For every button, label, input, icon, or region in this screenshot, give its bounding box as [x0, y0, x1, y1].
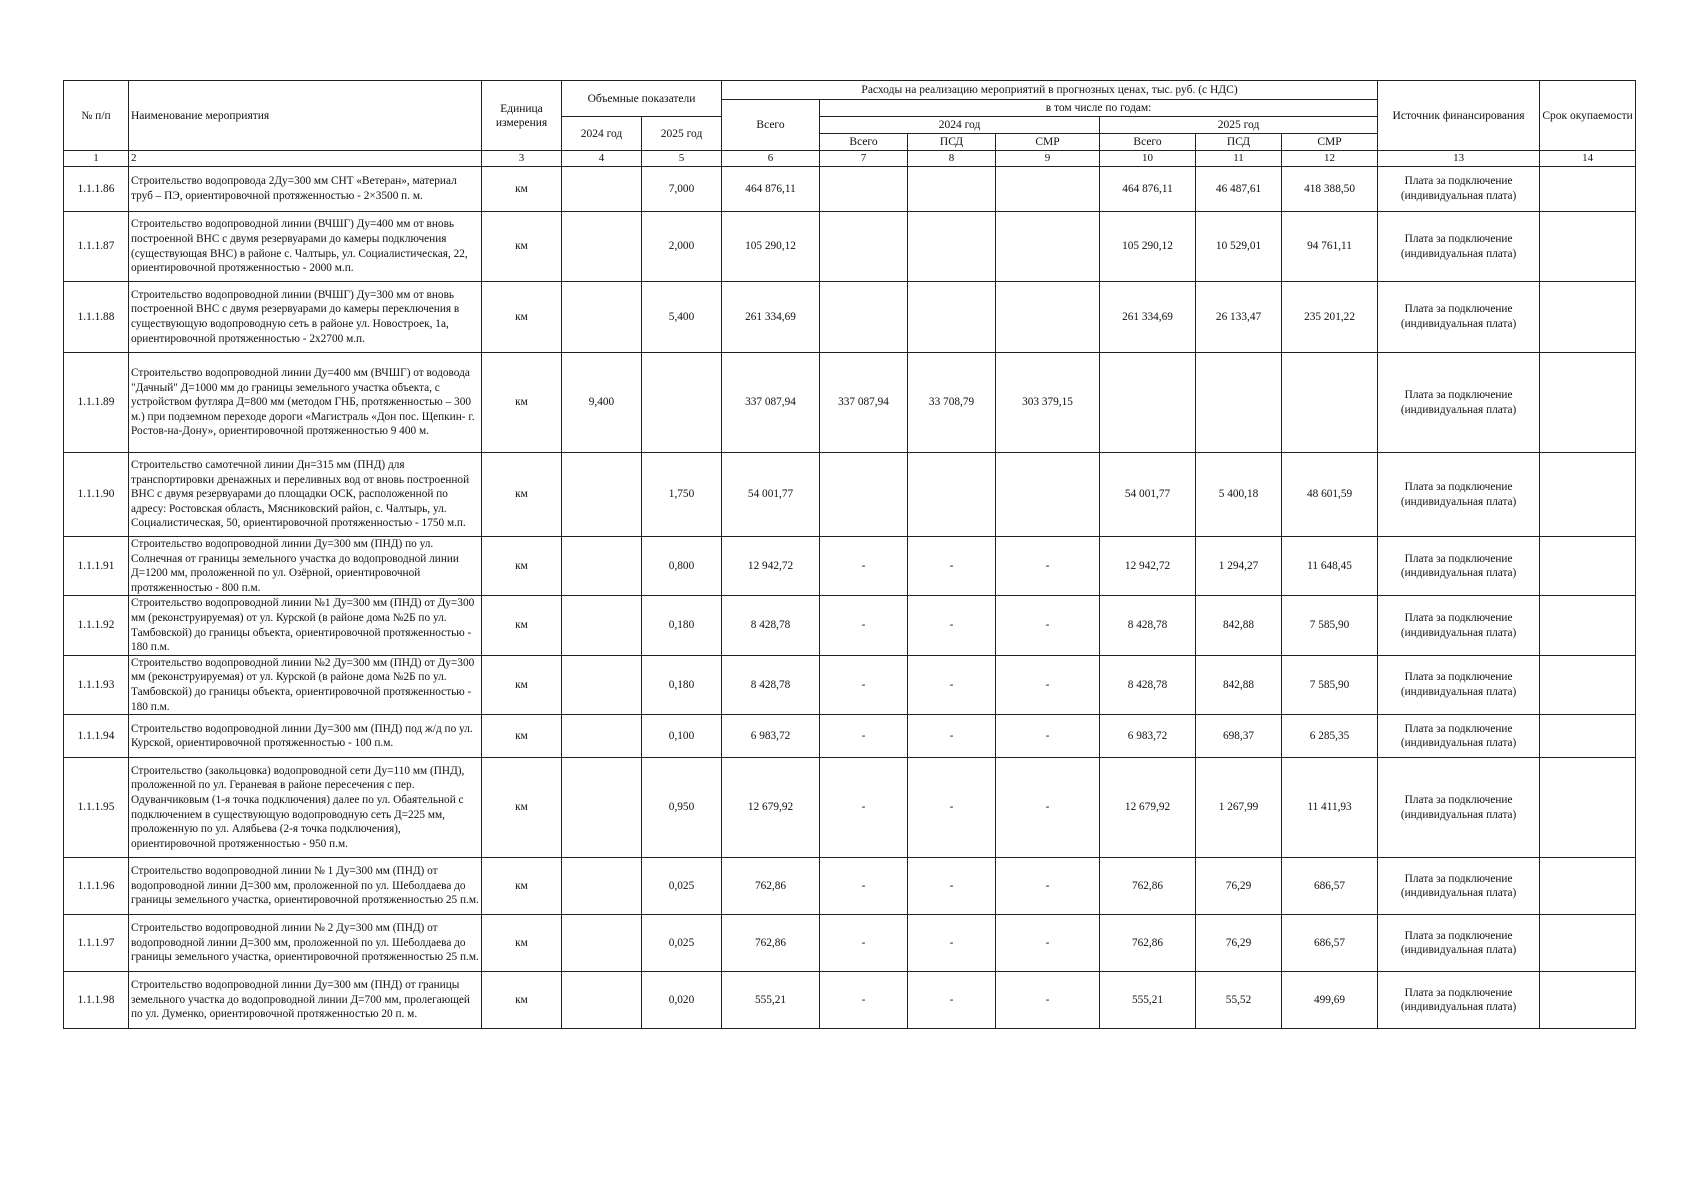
column-number: 10	[1100, 151, 1196, 167]
table-row	[64, 353, 1636, 453]
table-row	[64, 596, 1636, 655]
volume-2024	[562, 915, 642, 972]
cost-total: 54 001,77	[722, 453, 820, 537]
header-vol-2025: 2025 год	[642, 117, 722, 151]
cost-2024-psd: -	[908, 915, 996, 972]
unit: км	[482, 453, 562, 537]
payback-period	[1540, 858, 1636, 915]
cost-2024-smr: -	[996, 858, 1100, 915]
payback-period	[1540, 758, 1636, 858]
cost-2024-total	[820, 453, 908, 537]
cost-2024-smr: -	[996, 915, 1100, 972]
volume-2024	[562, 972, 642, 1029]
cost-2025-psd: 55,52	[1196, 972, 1282, 1029]
table-header	[64, 81, 1636, 151]
volume-2025: 0,025	[642, 915, 722, 972]
cost-2024-total: -	[820, 915, 908, 972]
cost-total: 105 290,12	[722, 212, 820, 282]
column-number: 1	[64, 151, 129, 167]
measure-name: Строительство водопроводной линии (ВЧШГ) Ду=300 мм от вновь построенной ВНС с двумя резервуарами до камеры переключения в существующую водопроводную сеть в районе ул. Новостроек, 1а, ориентировочной протяженностью - 2х2700 м.п.	[129, 282, 482, 353]
volume-2024	[562, 758, 642, 858]
table-row	[64, 915, 1636, 972]
volume-2025: 0,100	[642, 715, 722, 758]
financing-source: Плата за подключение (индивидуальная плата)	[1378, 715, 1540, 758]
measure-name: Строительство водопроводной линии № 2 Ду=300 мм (ПНД) от водопроводной линии Д=300 мм, проложенной по ул. Шеболдаева до границы земельного участка, ориентировочной протяженностью 25 п.м.	[129, 915, 482, 972]
cost-total: 12 942,72	[722, 537, 820, 596]
column-numbers	[64, 151, 1636, 167]
table-row	[64, 537, 1636, 596]
measure-name: Строительство водопроводной линии №2 Ду=300 мм (ПНД) от Ду=300 мм (реконструируемая) от ул. Курской (в районе дома №2Б по ул. Тамбовской) до границы объекта, ориентировочной протяженностью - 180 п.м.	[129, 655, 482, 714]
cost-2024-total: -	[820, 537, 908, 596]
row-number: 1.1.1.91	[64, 537, 129, 596]
header-payback: Срок окупаемости	[1540, 81, 1636, 151]
unit: км	[482, 858, 562, 915]
table-row	[64, 282, 1636, 353]
volume-2025: 0,025	[642, 858, 722, 915]
header-volume-group: Объемные показатели	[562, 81, 722, 117]
volume-2025: 0,180	[642, 655, 722, 714]
volume-2024	[562, 596, 642, 655]
cost-2025-total: 54 001,77	[1100, 453, 1196, 537]
header-2025-total: Всего	[1100, 134, 1196, 151]
cost-2025-psd	[1196, 353, 1282, 453]
volume-2024	[562, 282, 642, 353]
cost-2024-psd: -	[908, 972, 996, 1029]
financing-source: Плата за подключение (индивидуальная плата)	[1378, 282, 1540, 353]
cost-2024-total: -	[820, 715, 908, 758]
row-number: 1.1.1.88	[64, 282, 129, 353]
financing-source: Плата за подключение (индивидуальная плата)	[1378, 353, 1540, 453]
cost-2024-smr: -	[996, 715, 1100, 758]
cost-2025-total: 105 290,12	[1100, 212, 1196, 282]
unit: км	[482, 715, 562, 758]
volume-2024	[562, 858, 642, 915]
table-row	[64, 453, 1636, 537]
measure-name: Строительство водопроводной линии Ду=400 мм (ВЧШГ) от водовода "Дачный" Д=1000 мм до границы земельного участка объекта, с устройством футляра Д=800 мм (методом ГНБ, протяженностью – 300 м.) при подземном переходе дороги «Магистраль «Дон пос. Щепкин- г. Ростов-на-Дону», ориентировочной протяженностью 9 400 м.	[129, 353, 482, 453]
cost-2025-psd: 1 267,99	[1196, 758, 1282, 858]
cost-2024-total	[820, 212, 908, 282]
volume-2025: 2,000	[642, 212, 722, 282]
cost-2025-psd: 842,88	[1196, 655, 1282, 714]
financing-source: Плата за подключение (индивидуальная плата)	[1378, 972, 1540, 1029]
column-number: 7	[820, 151, 908, 167]
volume-2024	[562, 453, 642, 537]
unit: км	[482, 915, 562, 972]
investment-program-table-page	[63, 80, 1635, 1029]
cost-2024-psd	[908, 167, 996, 212]
row-number: 1.1.1.94	[64, 715, 129, 758]
table-row	[64, 972, 1636, 1029]
volume-2024	[562, 715, 642, 758]
volume-2025: 0,020	[642, 972, 722, 1029]
cost-2024-psd	[908, 282, 996, 353]
cost-2024-total: -	[820, 858, 908, 915]
payback-period	[1540, 453, 1636, 537]
row-number: 1.1.1.97	[64, 915, 129, 972]
cost-2024-smr: -	[996, 596, 1100, 655]
row-number: 1.1.1.93	[64, 655, 129, 714]
cost-2024-total: 337 087,94	[820, 353, 908, 453]
cost-2024-total: -	[820, 758, 908, 858]
measure-name: Строительство водопроводной линии (ВЧШГ) Ду=400 мм от вновь построенной ВНС с двумя резервуарами до камеры подключения (существующая ВНС) в районе с. Чалтырь, ул. Социалистическая, 22, ориентировочной протяженностью - 2000 м.п.	[129, 212, 482, 282]
unit: км	[482, 596, 562, 655]
volume-2025	[642, 353, 722, 453]
cost-2025-total: 555,21	[1100, 972, 1196, 1029]
cost-2024-smr: 303 379,15	[996, 353, 1100, 453]
cost-2024-smr	[996, 453, 1100, 537]
table-row	[64, 715, 1636, 758]
unit: км	[482, 655, 562, 714]
payback-period	[1540, 537, 1636, 596]
table-row	[64, 212, 1636, 282]
column-number: 2	[129, 151, 482, 167]
row-number: 1.1.1.90	[64, 453, 129, 537]
cost-2024-psd	[908, 453, 996, 537]
header-2025-psd: ПСД	[1196, 134, 1282, 151]
unit: км	[482, 972, 562, 1029]
header-name: Наименование мероприятия	[129, 81, 482, 151]
payback-period	[1540, 715, 1636, 758]
cost-2024-smr: -	[996, 655, 1100, 714]
cost-2025-total: 261 334,69	[1100, 282, 1196, 353]
cost-2025-smr: 94 761,11	[1282, 212, 1378, 282]
cost-2024-psd: -	[908, 858, 996, 915]
header-total: Всего	[722, 100, 820, 151]
unit: км	[482, 758, 562, 858]
payback-period	[1540, 655, 1636, 714]
measure-name: Строительство водопровода 2Ду=300 мм СНТ «Ветеран», материал труб – ПЭ, ориентировочной протяженностью - 2×3500 п. м.	[129, 167, 482, 212]
volume-2024	[562, 655, 642, 714]
cost-2024-psd: 33 708,79	[908, 353, 996, 453]
unit: км	[482, 353, 562, 453]
column-number: 6	[722, 151, 820, 167]
cost-2024-psd: -	[908, 758, 996, 858]
cost-2024-psd: -	[908, 596, 996, 655]
financing-source: Плата за подключение (индивидуальная плата)	[1378, 537, 1540, 596]
volume-2025: 5,400	[642, 282, 722, 353]
row-number: 1.1.1.89	[64, 353, 129, 453]
unit: км	[482, 282, 562, 353]
cost-2024-smr: -	[996, 972, 1100, 1029]
cost-2025-psd: 842,88	[1196, 596, 1282, 655]
cost-2025-smr: 235 201,22	[1282, 282, 1378, 353]
cost-2025-total: 762,86	[1100, 915, 1196, 972]
cost-2025-smr: 418 388,50	[1282, 167, 1378, 212]
table-row	[64, 858, 1636, 915]
header-source: Источник финансирования	[1378, 81, 1540, 151]
cost-2025-total: 8 428,78	[1100, 655, 1196, 714]
volume-2024: 9,400	[562, 353, 642, 453]
cost-total: 12 679,92	[722, 758, 820, 858]
payback-period	[1540, 915, 1636, 972]
cost-2024-smr: -	[996, 758, 1100, 858]
column-number: 13	[1378, 151, 1540, 167]
cost-2024-total	[820, 167, 908, 212]
cost-2025-smr: 686,57	[1282, 858, 1378, 915]
measure-name: Строительство водопроводной линии Ду=300 мм (ПНД) под ж/д по ул. Курской, ориентировочной протяженностью - 100 п.м.	[129, 715, 482, 758]
row-number: 1.1.1.95	[64, 758, 129, 858]
row-number: 1.1.1.98	[64, 972, 129, 1029]
volume-2024	[562, 167, 642, 212]
table-row	[64, 655, 1636, 714]
header-2025-smr: СМР	[1282, 134, 1378, 151]
header-by-years: в том числе по годам:	[820, 100, 1378, 117]
cost-2024-smr: -	[996, 537, 1100, 596]
financing-source: Плата за подключение (индивидуальная плата)	[1378, 596, 1540, 655]
financing-source: Плата за подключение (индивидуальная плата)	[1378, 915, 1540, 972]
cost-2024-total	[820, 282, 908, 353]
header-2024-total: Всего	[820, 134, 908, 151]
cost-2025-total: 762,86	[1100, 858, 1196, 915]
unit: км	[482, 167, 562, 212]
cost-2025-psd: 76,29	[1196, 915, 1282, 972]
column-number: 5	[642, 151, 722, 167]
payback-period	[1540, 282, 1636, 353]
measure-name: Строительство самотечной линии Дн=315 мм (ПНД) для транспортировки дренажных и переливных вод от вновь построенной ВНС с двумя резервуарами до площадки ОСК, расположенной по адресу: Ростовская область, Мясниковский район, с. Чалтырь, ул. Социалистическая, 50, ориентировочной протяженностью - 1750 м.п.	[129, 453, 482, 537]
measure-name: Строительство (закольцовка) водопроводной сети Ду=110 мм (ПНД), проложенной по ул. Гераневая в районе пересечения с пер. Одуванчиковым (1-я точка подключения) далее по ул. Обаятельной с подключением в существующую водопроводную сеть Д=225 мм, проложенную по ул. Алябьева (2-я точка подключения), ориентировочной протяженностью - 950 п.м.	[129, 758, 482, 858]
cost-2025-psd: 698,37	[1196, 715, 1282, 758]
cost-2025-total: 464 876,11	[1100, 167, 1196, 212]
cost-total: 762,86	[722, 858, 820, 915]
header-vol-2024: 2024 год	[562, 117, 642, 151]
cost-2025-psd: 76,29	[1196, 858, 1282, 915]
volume-2025: 0,950	[642, 758, 722, 858]
column-number: 11	[1196, 151, 1282, 167]
column-number-row	[64, 151, 1636, 167]
cost-2025-total: 12 942,72	[1100, 537, 1196, 596]
header-year-2024: 2024 год	[820, 117, 1100, 134]
column-number: 8	[908, 151, 996, 167]
financing-source: Плата за подключение (индивидуальная плата)	[1378, 453, 1540, 537]
financing-source: Плата за подключение (индивидуальная плата)	[1378, 655, 1540, 714]
cost-2025-psd: 26 133,47	[1196, 282, 1282, 353]
cost-total: 6 983,72	[722, 715, 820, 758]
unit: км	[482, 537, 562, 596]
cost-2025-smr	[1282, 353, 1378, 453]
row-number: 1.1.1.87	[64, 212, 129, 282]
header-year-2025: 2025 год	[1100, 117, 1378, 134]
cost-2025-smr: 11 648,45	[1282, 537, 1378, 596]
volume-2024	[562, 212, 642, 282]
row-number: 1.1.1.96	[64, 858, 129, 915]
payback-period	[1540, 212, 1636, 282]
measure-name: Строительство водопроводной линии Ду=300 мм (ПНД) по ул. Солнечная от границы земельного участка до водопроводной линии Д=1200 мм, проложенной по ул. Озёрной, ориентировочной протяженностью - 800 п.м.	[129, 537, 482, 596]
payback-period	[1540, 972, 1636, 1029]
measure-name: Строительство водопроводной линии №1 Ду=300 мм (ПНД) от Ду=300 мм (реконструируемая) от ул. Курской (в районе дома №2Б по ул. Тамбовской) до границы объекта, ориентировочной протяженностью - 180 п.м.	[129, 596, 482, 655]
column-number: 12	[1282, 151, 1378, 167]
cost-2024-smr	[996, 282, 1100, 353]
volume-2025: 0,800	[642, 537, 722, 596]
cost-2024-psd: -	[908, 715, 996, 758]
cost-2025-psd: 46 487,61	[1196, 167, 1282, 212]
header-costs-group: Расходы на реализацию мероприятий в прогнозных ценах, тыс. руб. (с НДС)	[722, 81, 1378, 100]
financing-source: Плата за подключение (индивидуальная плата)	[1378, 858, 1540, 915]
header-no: № п/п	[64, 81, 129, 151]
table-row	[64, 758, 1636, 858]
cost-total: 261 334,69	[722, 282, 820, 353]
volume-2024	[562, 537, 642, 596]
cost-2025-total	[1100, 353, 1196, 453]
financing-source: Плата за подключение (индивидуальная плата)	[1378, 167, 1540, 212]
cost-2025-psd: 10 529,01	[1196, 212, 1282, 282]
measures-table	[63, 80, 1636, 1029]
volume-2025: 0,180	[642, 596, 722, 655]
cost-2025-smr: 686,57	[1282, 915, 1378, 972]
header-2024-smr: СМР	[996, 134, 1100, 151]
cost-2024-total: -	[820, 596, 908, 655]
cost-2024-smr	[996, 167, 1100, 212]
table-body	[64, 167, 1636, 1029]
cost-2025-total: 8 428,78	[1100, 596, 1196, 655]
cost-2024-psd: -	[908, 655, 996, 714]
column-number: 14	[1540, 151, 1636, 167]
measure-name: Строительство водопроводной линии Ду=300 мм (ПНД) от границы земельного участка до водопроводной линии Д=700 мм, пролегающей по ул. Думенко, ориентировочной протяженностью 20 п. м.	[129, 972, 482, 1029]
payback-period	[1540, 167, 1636, 212]
column-number: 3	[482, 151, 562, 167]
cost-2025-smr: 499,69	[1282, 972, 1378, 1029]
volume-2025: 1,750	[642, 453, 722, 537]
cost-2025-psd: 1 294,27	[1196, 537, 1282, 596]
cost-2025-smr: 7 585,90	[1282, 596, 1378, 655]
cost-2025-smr: 7 585,90	[1282, 655, 1378, 714]
cost-total: 762,86	[722, 915, 820, 972]
cost-2025-total: 12 679,92	[1100, 758, 1196, 858]
cost-2024-smr	[996, 212, 1100, 282]
cost-total: 464 876,11	[722, 167, 820, 212]
financing-source: Плата за подключение (индивидуальная плата)	[1378, 758, 1540, 858]
volume-2025: 7,000	[642, 167, 722, 212]
column-number: 9	[996, 151, 1100, 167]
cost-total: 8 428,78	[722, 596, 820, 655]
cost-2025-smr: 6 285,35	[1282, 715, 1378, 758]
row-number: 1.1.1.86	[64, 167, 129, 212]
financing-source: Плата за подключение (индивидуальная плата)	[1378, 212, 1540, 282]
cost-2024-psd	[908, 212, 996, 282]
payback-period	[1540, 596, 1636, 655]
cost-2024-total: -	[820, 972, 908, 1029]
column-number: 4	[562, 151, 642, 167]
header-2024-psd: ПСД	[908, 134, 996, 151]
header-unit: Единица измерения	[482, 81, 562, 151]
row-number: 1.1.1.92	[64, 596, 129, 655]
cost-2025-total: 6 983,72	[1100, 715, 1196, 758]
measure-name: Строительство водопроводной линии № 1 Ду=300 мм (ПНД) от водопроводной линии Д=300 мм, проложенной по ул. Шеболдаева до границы земельного участка, ориентировочной протяженностью 25 п.м.	[129, 858, 482, 915]
cost-2025-smr: 11 411,93	[1282, 758, 1378, 858]
cost-total: 8 428,78	[722, 655, 820, 714]
unit: км	[482, 212, 562, 282]
payback-period	[1540, 353, 1636, 453]
cost-total: 337 087,94	[722, 353, 820, 453]
cost-2024-total: -	[820, 655, 908, 714]
cost-2024-psd: -	[908, 537, 996, 596]
table-row	[64, 167, 1636, 212]
cost-2025-psd: 5 400,18	[1196, 453, 1282, 537]
cost-2025-smr: 48 601,59	[1282, 453, 1378, 537]
cost-total: 555,21	[722, 972, 820, 1029]
